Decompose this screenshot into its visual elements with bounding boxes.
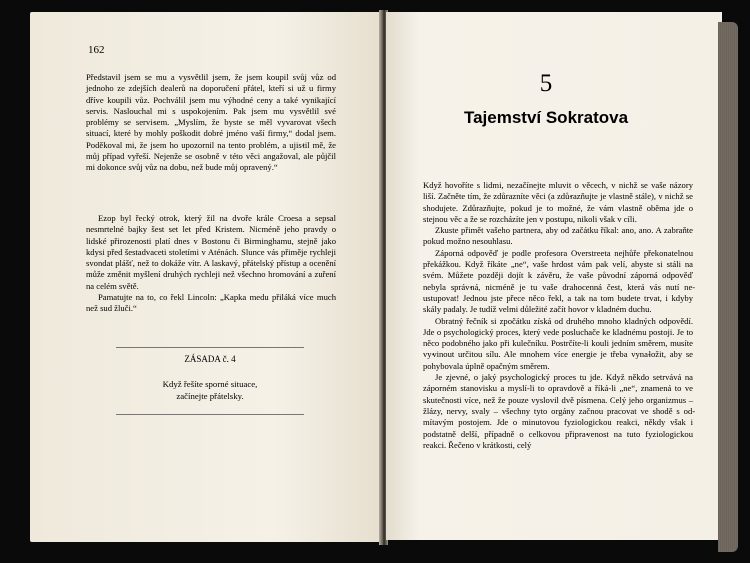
principle-title: ZÁSADA č. 4	[184, 354, 236, 364]
page-number: 162	[88, 44, 105, 56]
chapter-title: Tajemství Sokratova	[463, 108, 629, 127]
chapter-number: 5	[539, 70, 553, 97]
paragraph-text: Je zjevné, o jaký psychologický proces tu jde. Když někdo setrvává na záporném stanovisku a myslí-li to opravdově a říká-li „ne“, znamená to ve skutečnosti více, než že pouze vyslovil dvě písmena. Celý jeho organizmus – žlázy, nervy, svaly – všechny tyto orgány začnou pracovat ve shodě s od-mítavým postojem. Jde o minutovou fyziologickou reakci, někdy však i podstatně delší, případně o celkovou připra-venost na tuto fyziologickou reakci. Řečeno v krátkosti, celý	[423, 372, 696, 450]
paragraph-text: Záporná odpověď je podle profesora Overstreeta nejhůře překonatelnou překážkou. Když říkáte „ne“, vaše hrdost vám pak velí, abyste si stáli na svém. Můžete později dojít k závěru, že vaše původní záporná odpověď nebyla správ-ná, nicméně je tu vaše drahocenná čest, která vás nutí ne-ustupovat! Jednou jste přece něco řekl, a tak na tom budete trvat, i kdyby skály padaly. Je tudíž velmi důležité začít hovor v kladném duchu.	[423, 247, 696, 315]
left-paragraph-1	[86, 72, 336, 174]
paragraph-text: Ezop byl řecký otrok, který žil na dvoře krále Croesa a sepsal nesmrtelné bajky šest set let před Kristem. Nicméně jeho pravdy o lidské přirozenosti platí dnes v Bostonu či Birminghamu, stejně jako kdysi před šestadvaceti stoletími v Aténách. Slunce vás přiměje rychleji svondat plášť, než to dokáže vítr. A laskavý, přátelský přístup a ocenění může změnit myšlení druhých rychleji než všechno hromování a zuření na celém světě.	[86, 213, 337, 291]
page-edges	[718, 22, 738, 552]
right-body-text	[423, 180, 696, 451]
paragraph-text: Představil jsem se mu a vysvětlil jsem, že jsem koupil svůj vůz od jednoho ze zdejších dealerů na doporučení přátel, kteří si už u firmy dříve koupili vůz. Pochválil jsem mu výhodné ceny a také vynikající servis. Naslouchal mi s uspokojením. Pak jsem mu vysvětlil své problémy se servi-sem. „Myslím, že byste se měl vyvarovat všech situací, které by mohly poškodit dobré jméno vaší firmy,“ dodal jsem. Poděkoval mi, že jsem ho upozornil na tento problém, a ujis-til mě, že můj případ vyřeší. Nejenže se osobně v této věci angažoval, ale půjčil mi dokonce svůj vůz na dobu, než bude můj opravený.“	[86, 72, 337, 173]
principle-text	[116, 378, 304, 402]
paragraph-text: Obratný řečník si zpočátku získá od druhého mnoho kladných odpovědí. Jde o psychologický proces, který vede posluchače ke kladnému postoji. Je to něco podobného jako při kulečníku. Postrčíte-li kouli jedním směrem, musíte vy-vinout určitou sílu. Ale mnohem více energie je třeba vyna-ložit, aby se pohybovala úplně opačným směrem.	[423, 315, 694, 371]
paragraph-text: Když hovoříte s lidmi, nezačínejte mluvit o věcech, v nichž se vaše názory liší. Začněte tím, že zdůrazníte věci (a zdů-razňujte je vlastně stále), v nichž se shodujete. Zdůrazňujte, pokud je to možné, že vám vlastně oběma jde o stejnou věc a že se rozcházíte jen v postupu, nikoli však v cíli.	[423, 180, 693, 224]
paragraph-text: Zkuste přimět vašeho partnera, aby od začátku říkal: ano, ano. A zabraňte pokud možno nesouhlasu.	[423, 225, 693, 247]
left-paragraph-2	[86, 213, 336, 315]
divider	[116, 414, 304, 415]
principle-line: Když řešíte sporné situace,	[162, 379, 258, 389]
principle-line: začínejte přátelsky.	[176, 391, 244, 401]
paragraph-text: Pamatujte na to, co řekl Lincoln: „Kapka medu přiláká více much než sud žluči.“	[86, 292, 336, 314]
divider	[116, 347, 304, 348]
